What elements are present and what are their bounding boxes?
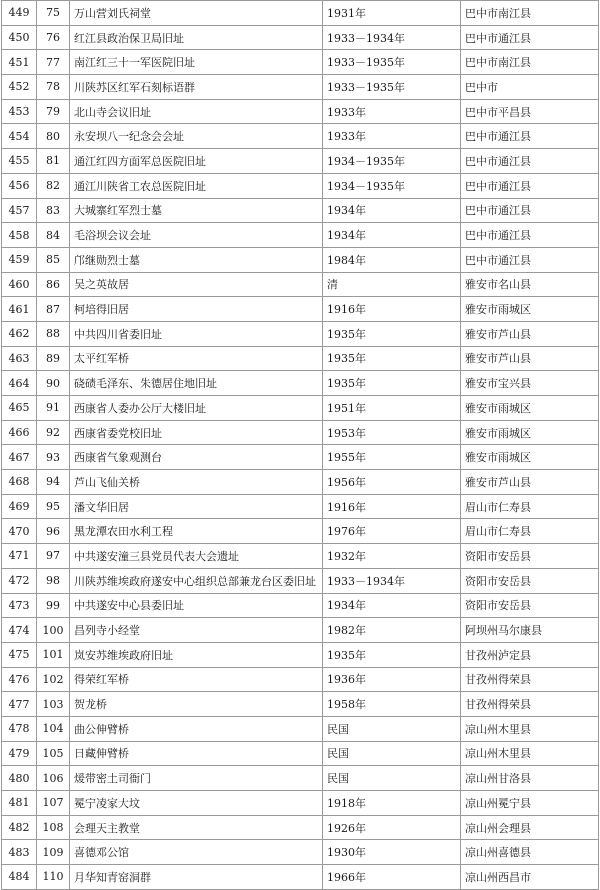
serial-number-cell: 455 xyxy=(2,149,37,174)
table-row xyxy=(2,75,599,100)
table-row xyxy=(2,420,599,445)
batch-number-cell: 80 xyxy=(37,124,70,149)
era-cell: 1934年 xyxy=(323,593,461,618)
era-cell: 1931年 xyxy=(323,1,461,26)
location-cell: 雅安市芦山县 xyxy=(461,470,599,495)
site-name-cell: 中共遂安潼三县党员代表大会遗址 xyxy=(70,544,323,569)
batch-number-cell: 109 xyxy=(37,840,70,865)
serial-number-cell: 476 xyxy=(2,667,37,692)
site-name-cell: 大城寨红军烈士墓 xyxy=(70,198,323,223)
batch-number-cell: 88 xyxy=(37,321,70,346)
era-cell: 1958年 xyxy=(323,692,461,717)
site-name-cell: 川陕苏维埃政府遂安中心组织总部兼龙台区委旧址 xyxy=(70,568,323,593)
serial-number-cell: 483 xyxy=(2,840,37,865)
batch-number-cell: 110 xyxy=(37,865,70,890)
batch-number-cell: 78 xyxy=(37,75,70,100)
table-row xyxy=(2,766,599,791)
location-cell: 雅安市雨城区 xyxy=(461,420,599,445)
serial-number-cell: 462 xyxy=(2,321,37,346)
serial-number-cell: 475 xyxy=(2,642,37,667)
table-row xyxy=(2,198,599,223)
serial-number-cell: 478 xyxy=(2,716,37,741)
site-name-cell: 中共遂安中心县委旧址 xyxy=(70,593,323,618)
location-cell: 雅安市芦山县 xyxy=(461,346,599,371)
era-cell: 1933－1935年 xyxy=(323,75,461,100)
batch-number-cell: 81 xyxy=(37,149,70,174)
batch-number-cell: 77 xyxy=(37,50,70,75)
site-name-cell: 曲公伸臂桥 xyxy=(70,716,323,741)
batch-number-cell: 105 xyxy=(37,741,70,766)
era-cell: 民国 xyxy=(323,766,461,791)
site-name-cell: 西康省气象观测台 xyxy=(70,445,323,470)
era-cell: 1934－1935年 xyxy=(323,149,461,174)
batch-number-cell: 103 xyxy=(37,692,70,717)
batch-number-cell: 76 xyxy=(37,25,70,50)
table-row xyxy=(2,741,599,766)
site-name-cell: 通江红四方面军总医院旧址 xyxy=(70,149,323,174)
era-cell: 1933－1935年 xyxy=(323,50,461,75)
location-cell: 资阳市安岳县 xyxy=(461,593,599,618)
era-cell: 1934年 xyxy=(323,223,461,248)
site-name-cell: 西康省委党校旧址 xyxy=(70,420,323,445)
batch-number-cell: 82 xyxy=(37,173,70,198)
table-row xyxy=(2,544,599,569)
serial-number-cell: 458 xyxy=(2,223,37,248)
location-cell: 资阳市安岳县 xyxy=(461,544,599,569)
serial-number-cell: 454 xyxy=(2,124,37,149)
location-cell: 凉山州甘洛县 xyxy=(461,766,599,791)
location-cell: 巴中市通江县 xyxy=(461,149,599,174)
location-cell: 阿坝州马尔康县 xyxy=(461,618,599,643)
location-cell: 巴中市南江县 xyxy=(461,50,599,75)
table-row xyxy=(2,173,599,198)
location-cell: 眉山市仁寿县 xyxy=(461,519,599,544)
site-name-cell: 岚安苏维埃政府旧址 xyxy=(70,642,323,667)
era-cell: 1935年 xyxy=(323,346,461,371)
batch-number-cell: 104 xyxy=(37,716,70,741)
site-name-cell: 吴之英故居 xyxy=(70,272,323,297)
site-name-cell: 北山寺会议旧址 xyxy=(70,99,323,124)
batch-number-cell: 94 xyxy=(37,470,70,495)
table-row xyxy=(2,840,599,865)
batch-number-cell: 100 xyxy=(37,618,70,643)
location-cell: 雅安市名山县 xyxy=(461,272,599,297)
batch-number-cell: 108 xyxy=(37,815,70,840)
location-cell: 雅安市雨城区 xyxy=(461,445,599,470)
serial-number-cell: 472 xyxy=(2,568,37,593)
table-row xyxy=(2,321,599,346)
batch-number-cell: 97 xyxy=(37,544,70,569)
table-row xyxy=(2,445,599,470)
site-name-cell: 潘文华旧居 xyxy=(70,494,323,519)
era-cell: 1935年 xyxy=(323,642,461,667)
era-cell: 1956年 xyxy=(323,470,461,495)
location-cell: 资阳市安岳县 xyxy=(461,568,599,593)
batch-number-cell: 92 xyxy=(37,420,70,445)
site-name-cell: 毛浴坝会议会址 xyxy=(70,223,323,248)
location-cell: 凉山州西昌市 xyxy=(461,865,599,890)
batch-number-cell: 87 xyxy=(37,297,70,322)
era-cell: 1934－1935年 xyxy=(323,173,461,198)
site-name-cell: 得荣红军桥 xyxy=(70,667,323,692)
era-cell: 1935年 xyxy=(323,321,461,346)
serial-number-cell: 459 xyxy=(2,247,37,272)
era-cell: 1933年 xyxy=(323,99,461,124)
era-cell: 1933－1934年 xyxy=(323,25,461,50)
serial-number-cell: 457 xyxy=(2,198,37,223)
location-cell: 巴中市平昌县 xyxy=(461,99,599,124)
era-cell: 1935年 xyxy=(323,371,461,396)
era-cell: 1934年 xyxy=(323,198,461,223)
era-cell: 1916年 xyxy=(323,494,461,519)
batch-number-cell: 91 xyxy=(37,396,70,421)
batch-number-cell: 79 xyxy=(37,99,70,124)
location-cell: 眉山市仁寿县 xyxy=(461,494,599,519)
batch-number-cell: 89 xyxy=(37,346,70,371)
table-body xyxy=(2,1,599,890)
era-cell: 1930年 xyxy=(323,840,461,865)
location-cell: 巴中市南江县 xyxy=(461,1,599,26)
serial-number-cell: 469 xyxy=(2,494,37,519)
location-cell: 巴中市通江县 xyxy=(461,247,599,272)
serial-number-cell: 460 xyxy=(2,272,37,297)
site-name-cell: 柯培得旧居 xyxy=(70,297,323,322)
table-row xyxy=(2,50,599,75)
location-cell: 雅安市雨城区 xyxy=(461,297,599,322)
table-row xyxy=(2,149,599,174)
era-cell: 1953年 xyxy=(323,420,461,445)
serial-number-cell: 456 xyxy=(2,173,37,198)
location-cell: 甘孜州得荣县 xyxy=(461,667,599,692)
location-cell: 凉山州木里县 xyxy=(461,741,599,766)
table-row xyxy=(2,642,599,667)
table-row xyxy=(2,667,599,692)
batch-number-cell: 84 xyxy=(37,223,70,248)
era-cell: 1984年 xyxy=(323,247,461,272)
location-cell: 巴中市通江县 xyxy=(461,25,599,50)
location-cell: 巴中市通江县 xyxy=(461,198,599,223)
era-cell: 1916年 xyxy=(323,297,461,322)
era-cell: 1932年 xyxy=(323,544,461,569)
batch-number-cell: 102 xyxy=(37,667,70,692)
serial-number-cell: 451 xyxy=(2,50,37,75)
site-name-cell: 太平红军桥 xyxy=(70,346,323,371)
table-row xyxy=(2,124,599,149)
serial-number-cell: 481 xyxy=(2,791,37,816)
site-name-cell: 中共四川省委旧址 xyxy=(70,321,323,346)
batch-number-cell: 95 xyxy=(37,494,70,519)
site-name-cell: 昌列寺小经堂 xyxy=(70,618,323,643)
site-name-cell: 永安坝八一纪念会会址 xyxy=(70,124,323,149)
era-cell: 民国 xyxy=(323,741,461,766)
site-name-cell: 月华知青窑洞群 xyxy=(70,865,323,890)
batch-number-cell: 86 xyxy=(37,272,70,297)
batch-number-cell: 106 xyxy=(37,766,70,791)
site-name-cell: 煖带密土司衙门 xyxy=(70,766,323,791)
site-name-cell: 西康省人委办公厅大楼旧址 xyxy=(70,396,323,421)
era-cell: 1933年 xyxy=(323,124,461,149)
serial-number-cell: 477 xyxy=(2,692,37,717)
location-cell: 凉山州冕宁县 xyxy=(461,791,599,816)
table-row xyxy=(2,470,599,495)
serial-number-cell: 470 xyxy=(2,519,37,544)
batch-number-cell: 96 xyxy=(37,519,70,544)
serial-number-cell: 464 xyxy=(2,371,37,396)
site-name-cell: 通江川陕省工农总医院旧址 xyxy=(70,173,323,198)
site-name-cell: 贺龙桥 xyxy=(70,692,323,717)
serial-number-cell: 468 xyxy=(2,470,37,495)
table-row xyxy=(2,494,599,519)
location-cell: 雅安市雨城区 xyxy=(461,396,599,421)
site-name-cell: 芦山飞仙关桥 xyxy=(70,470,323,495)
table-row xyxy=(2,568,599,593)
site-name-cell: 红江县政治保卫局旧址 xyxy=(70,25,323,50)
site-name-cell: 万山营刘氏祠堂 xyxy=(70,1,323,26)
serial-number-cell: 480 xyxy=(2,766,37,791)
table-row xyxy=(2,297,599,322)
era-cell: 1951年 xyxy=(323,396,461,421)
table-row xyxy=(2,99,599,124)
serial-number-cell: 479 xyxy=(2,741,37,766)
table-row xyxy=(2,692,599,717)
location-cell: 凉山州会理县 xyxy=(461,815,599,840)
location-cell: 甘孜州得荣县 xyxy=(461,692,599,717)
serial-number-cell: 465 xyxy=(2,396,37,421)
site-name-cell: 硗碛毛泽东、朱德居住地旧址 xyxy=(70,371,323,396)
site-name-cell: 日藏伸臂桥 xyxy=(70,741,323,766)
serial-number-cell: 463 xyxy=(2,346,37,371)
era-cell: 1966年 xyxy=(323,865,461,890)
era-cell: 1933－1934年 xyxy=(323,568,461,593)
serial-number-cell: 473 xyxy=(2,593,37,618)
era-cell: 1918年 xyxy=(323,791,461,816)
location-cell: 甘孜州泸定县 xyxy=(461,642,599,667)
location-cell: 雅安市宝兴县 xyxy=(461,371,599,396)
era-cell: 1936年 xyxy=(323,667,461,692)
location-cell: 巴中市通江县 xyxy=(461,124,599,149)
site-name-cell: 川陕苏区红军石刻标语群 xyxy=(70,75,323,100)
serial-number-cell: 450 xyxy=(2,25,37,50)
era-cell: 民国 xyxy=(323,716,461,741)
batch-number-cell: 85 xyxy=(37,247,70,272)
serial-number-cell: 452 xyxy=(2,75,37,100)
site-name-cell: 冕宁凌家大坟 xyxy=(70,791,323,816)
location-cell: 雅安市芦山县 xyxy=(461,321,599,346)
site-name-cell: 邝继勋烈士墓 xyxy=(70,247,323,272)
site-name-cell: 黑龙潭农田水利工程 xyxy=(70,519,323,544)
table-row xyxy=(2,1,599,26)
table-row xyxy=(2,593,599,618)
era-cell: 清 xyxy=(323,272,461,297)
location-cell: 巴中市 xyxy=(461,75,599,100)
table-row xyxy=(2,716,599,741)
table-row xyxy=(2,815,599,840)
serial-number-cell: 467 xyxy=(2,445,37,470)
heritage-sites-table xyxy=(1,0,599,890)
table-row xyxy=(2,519,599,544)
era-cell: 1926年 xyxy=(323,815,461,840)
location-cell: 巴中市通江县 xyxy=(461,173,599,198)
table-row xyxy=(2,618,599,643)
location-cell: 巴中市通江县 xyxy=(461,223,599,248)
batch-number-cell: 98 xyxy=(37,568,70,593)
table-row xyxy=(2,791,599,816)
site-name-cell: 会理天主教堂 xyxy=(70,815,323,840)
batch-number-cell: 107 xyxy=(37,791,70,816)
table-row xyxy=(2,346,599,371)
era-cell: 1976年 xyxy=(323,519,461,544)
batch-number-cell: 83 xyxy=(37,198,70,223)
serial-number-cell: 484 xyxy=(2,865,37,890)
table-row xyxy=(2,396,599,421)
table-row xyxy=(2,865,599,890)
serial-number-cell: 449 xyxy=(2,1,37,26)
site-name-cell: 喜德邓公馆 xyxy=(70,840,323,865)
serial-number-cell: 466 xyxy=(2,420,37,445)
era-cell: 1955年 xyxy=(323,445,461,470)
table-row xyxy=(2,247,599,272)
table-row xyxy=(2,272,599,297)
serial-number-cell: 482 xyxy=(2,815,37,840)
serial-number-cell: 453 xyxy=(2,99,37,124)
serial-number-cell: 471 xyxy=(2,544,37,569)
batch-number-cell: 93 xyxy=(37,445,70,470)
serial-number-cell: 461 xyxy=(2,297,37,322)
batch-number-cell: 101 xyxy=(37,642,70,667)
batch-number-cell: 99 xyxy=(37,593,70,618)
era-cell: 1982年 xyxy=(323,618,461,643)
table-row xyxy=(2,25,599,50)
batch-number-cell: 90 xyxy=(37,371,70,396)
batch-number-cell: 75 xyxy=(37,1,70,26)
serial-number-cell: 474 xyxy=(2,618,37,643)
location-cell: 凉山州喜德县 xyxy=(461,840,599,865)
location-cell: 凉山州木里县 xyxy=(461,716,599,741)
site-name-cell: 南江红三十一军医院旧址 xyxy=(70,50,323,75)
table-row xyxy=(2,371,599,396)
table-row xyxy=(2,223,599,248)
